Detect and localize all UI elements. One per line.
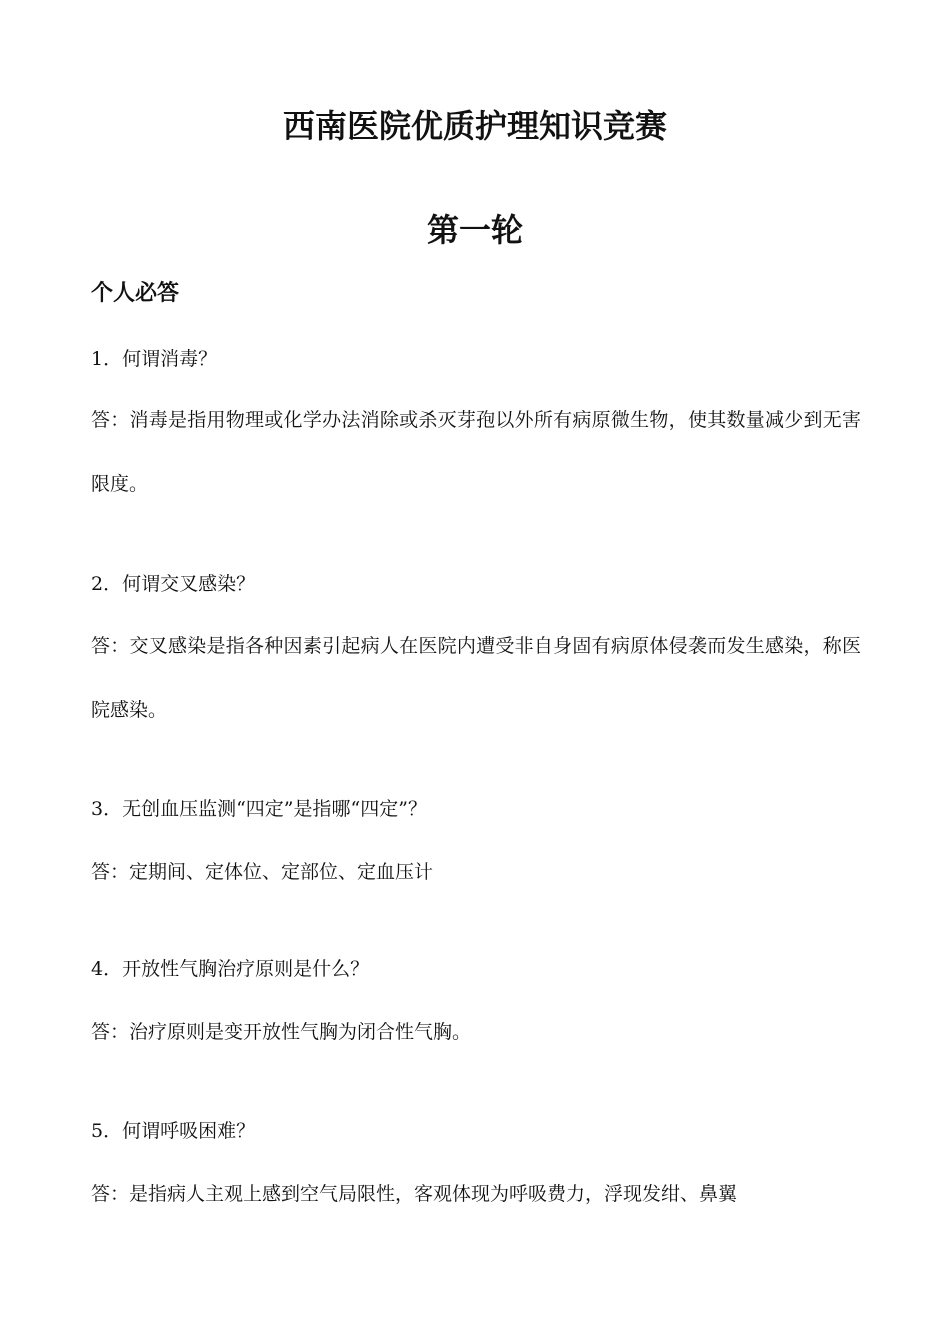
question-3: 3．无创血压监测“四定”是指哪“四定”？ <box>91 798 427 820</box>
round-heading: 第一轮 <box>426 211 523 249</box>
question-5: 5．何谓呼吸困难？ <box>91 1120 256 1142</box>
answer-3: 答：定期间、定体位、定部位、定血压计 <box>91 861 434 883</box>
answer-1: 答：消毒是指用物理或化学办法消除或杀灭芽孢以外所有病原微生物，使其数量减少到无害限度。 <box>91 409 861 495</box>
question-1: 1．何谓消毒？ <box>91 348 218 370</box>
question-2: 2．何谓交叉感染？ <box>91 573 256 595</box>
answer-4: 答：治疗原则是变开放性气胸为闭合性气胸。 <box>91 1021 472 1043</box>
question-4: 4．开放性气胸治疗原则是什么？ <box>91 958 370 980</box>
answer-2: 答：交叉感染是指各种因素引起病人在医院内遭受非自身固有病原体侵袭而发生感染，称医院感染。 <box>91 635 861 721</box>
section-heading: 个人必答 <box>91 281 180 306</box>
answer-5: 答：是指病人主观上感到空气局限性，客观体现为呼吸费力，浮现发绀、鼻翼 <box>91 1183 738 1205</box>
document-title: 西南医院优质护理知识竞赛 <box>282 107 667 145</box>
